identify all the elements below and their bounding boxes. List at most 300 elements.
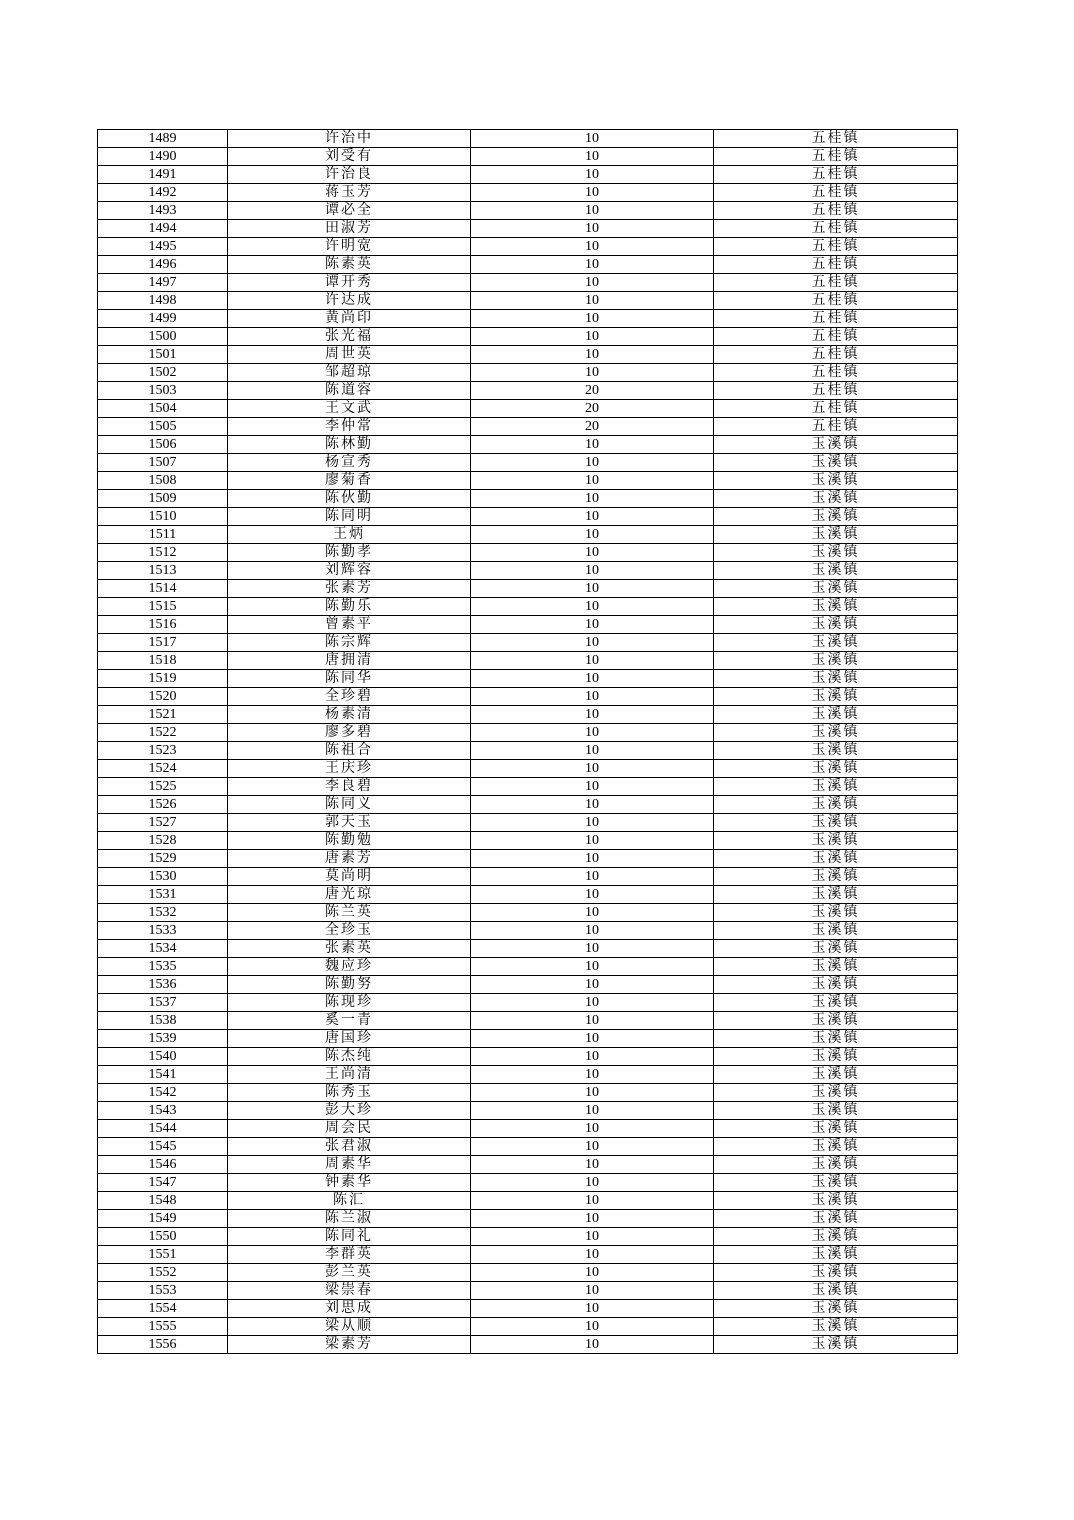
row-number-cell: 1548 bbox=[98, 1192, 228, 1210]
amount-cell: 10 bbox=[471, 652, 714, 670]
amount-cell: 10 bbox=[471, 976, 714, 994]
amount-cell: 10 bbox=[471, 292, 714, 310]
name-cell: 钟素华 bbox=[228, 1174, 471, 1192]
amount-cell: 10 bbox=[471, 688, 714, 706]
row-number-cell: 1496 bbox=[98, 256, 228, 274]
town-cell: 玉溪镇 bbox=[714, 1336, 958, 1354]
row-number-cell: 1514 bbox=[98, 580, 228, 598]
amount-cell: 10 bbox=[471, 1138, 714, 1156]
table-row bbox=[98, 724, 958, 742]
town-cell: 玉溪镇 bbox=[714, 1066, 958, 1084]
name-cell: 陈伙勤 bbox=[228, 490, 471, 508]
amount-cell: 10 bbox=[471, 130, 714, 148]
name-cell: 唐国珍 bbox=[228, 1030, 471, 1048]
town-cell: 玉溪镇 bbox=[714, 814, 958, 832]
name-cell: 郭天玉 bbox=[228, 814, 471, 832]
amount-cell: 10 bbox=[471, 1246, 714, 1264]
table-row bbox=[98, 760, 958, 778]
name-cell: 梁崇春 bbox=[228, 1282, 471, 1300]
row-number-cell: 1492 bbox=[98, 184, 228, 202]
row-number-cell: 1491 bbox=[98, 166, 228, 184]
table-row bbox=[98, 1084, 958, 1102]
amount-cell: 10 bbox=[471, 328, 714, 346]
row-number-cell: 1549 bbox=[98, 1210, 228, 1228]
name-cell: 邹超琼 bbox=[228, 364, 471, 382]
name-cell: 李良碧 bbox=[228, 778, 471, 796]
table-row bbox=[98, 1228, 958, 1246]
town-cell: 玉溪镇 bbox=[714, 1030, 958, 1048]
amount-cell: 10 bbox=[471, 1228, 714, 1246]
amount-cell: 10 bbox=[471, 1012, 714, 1030]
table-row bbox=[98, 292, 958, 310]
amount-cell: 10 bbox=[471, 1264, 714, 1282]
table-row bbox=[98, 436, 958, 454]
town-cell: 玉溪镇 bbox=[714, 796, 958, 814]
name-cell: 田淑芳 bbox=[228, 220, 471, 238]
name-cell: 王文武 bbox=[228, 400, 471, 418]
town-cell: 玉溪镇 bbox=[714, 1120, 958, 1138]
name-cell: 廖菊香 bbox=[228, 472, 471, 490]
name-cell: 陈杰纯 bbox=[228, 1048, 471, 1066]
row-number-cell: 1512 bbox=[98, 544, 228, 562]
row-number-cell: 1517 bbox=[98, 634, 228, 652]
table-row bbox=[98, 778, 958, 796]
table-row bbox=[98, 1264, 958, 1282]
row-number-cell: 1493 bbox=[98, 202, 228, 220]
amount-cell: 10 bbox=[471, 616, 714, 634]
name-cell: 陈宗辉 bbox=[228, 634, 471, 652]
table-row bbox=[98, 184, 958, 202]
amount-cell: 10 bbox=[471, 868, 714, 886]
row-number-cell: 1505 bbox=[98, 418, 228, 436]
town-cell: 五桂镇 bbox=[714, 148, 958, 166]
table-row bbox=[98, 562, 958, 580]
amount-cell: 10 bbox=[471, 796, 714, 814]
amount-cell: 10 bbox=[471, 832, 714, 850]
table-row bbox=[98, 220, 958, 238]
name-cell: 莫尚明 bbox=[228, 868, 471, 886]
name-cell: 王炳 bbox=[228, 526, 471, 544]
table-row bbox=[98, 1138, 958, 1156]
amount-cell: 10 bbox=[471, 526, 714, 544]
town-cell: 玉溪镇 bbox=[714, 490, 958, 508]
name-cell: 陈同义 bbox=[228, 796, 471, 814]
table-row bbox=[98, 1102, 958, 1120]
town-cell: 玉溪镇 bbox=[714, 1318, 958, 1336]
name-cell: 梁从顺 bbox=[228, 1318, 471, 1336]
name-cell: 刘思成 bbox=[228, 1300, 471, 1318]
table-row bbox=[98, 238, 958, 256]
name-cell: 许治中 bbox=[228, 130, 471, 148]
town-cell: 五桂镇 bbox=[714, 418, 958, 436]
table-row bbox=[98, 148, 958, 166]
town-cell: 玉溪镇 bbox=[714, 1210, 958, 1228]
town-cell: 玉溪镇 bbox=[714, 742, 958, 760]
row-number-cell: 1490 bbox=[98, 148, 228, 166]
row-number-cell: 1528 bbox=[98, 832, 228, 850]
town-cell: 玉溪镇 bbox=[714, 1282, 958, 1300]
amount-cell: 10 bbox=[471, 1210, 714, 1228]
town-cell: 玉溪镇 bbox=[714, 994, 958, 1012]
name-cell: 陈同华 bbox=[228, 670, 471, 688]
row-number-cell: 1498 bbox=[98, 292, 228, 310]
row-number-cell: 1550 bbox=[98, 1228, 228, 1246]
town-cell: 玉溪镇 bbox=[714, 1084, 958, 1102]
row-number-cell: 1508 bbox=[98, 472, 228, 490]
table-row bbox=[98, 688, 958, 706]
name-cell: 彭大珍 bbox=[228, 1102, 471, 1120]
town-cell: 玉溪镇 bbox=[714, 778, 958, 796]
amount-cell: 10 bbox=[471, 166, 714, 184]
amount-cell: 10 bbox=[471, 1030, 714, 1048]
table-row bbox=[98, 670, 958, 688]
town-cell: 玉溪镇 bbox=[714, 1048, 958, 1066]
amount-cell: 10 bbox=[471, 346, 714, 364]
name-cell: 许达成 bbox=[228, 292, 471, 310]
town-cell: 五桂镇 bbox=[714, 346, 958, 364]
row-number-cell: 1556 bbox=[98, 1336, 228, 1354]
table-row bbox=[98, 328, 958, 346]
row-number-cell: 1554 bbox=[98, 1300, 228, 1318]
table-row bbox=[98, 958, 958, 976]
name-cell: 陈素英 bbox=[228, 256, 471, 274]
name-cell: 刘辉容 bbox=[228, 562, 471, 580]
table-row bbox=[98, 418, 958, 436]
table-row bbox=[98, 1336, 958, 1354]
town-cell: 玉溪镇 bbox=[714, 436, 958, 454]
amount-cell: 10 bbox=[471, 634, 714, 652]
row-number-cell: 1546 bbox=[98, 1156, 228, 1174]
table-row bbox=[98, 634, 958, 652]
amount-cell: 10 bbox=[471, 994, 714, 1012]
town-cell: 玉溪镇 bbox=[714, 1012, 958, 1030]
table-row bbox=[98, 814, 958, 832]
table-row bbox=[98, 1066, 958, 1084]
amount-cell: 10 bbox=[471, 598, 714, 616]
name-cell: 奚一青 bbox=[228, 1012, 471, 1030]
town-cell: 玉溪镇 bbox=[714, 1192, 958, 1210]
town-cell: 玉溪镇 bbox=[714, 652, 958, 670]
table-row bbox=[98, 742, 958, 760]
town-cell: 玉溪镇 bbox=[714, 562, 958, 580]
row-number-cell: 1530 bbox=[98, 868, 228, 886]
town-cell: 五桂镇 bbox=[714, 238, 958, 256]
town-cell: 五桂镇 bbox=[714, 202, 958, 220]
name-cell: 陈林勤 bbox=[228, 436, 471, 454]
table-row bbox=[98, 652, 958, 670]
town-cell: 玉溪镇 bbox=[714, 1246, 958, 1264]
row-number-cell: 1499 bbox=[98, 310, 228, 328]
name-cell: 陈汇 bbox=[228, 1192, 471, 1210]
row-number-cell: 1501 bbox=[98, 346, 228, 364]
row-number-cell: 1545 bbox=[98, 1138, 228, 1156]
table-row bbox=[98, 706, 958, 724]
row-number-cell: 1541 bbox=[98, 1066, 228, 1084]
name-cell: 黄尚印 bbox=[228, 310, 471, 328]
name-cell: 魏应珍 bbox=[228, 958, 471, 976]
amount-cell: 10 bbox=[471, 958, 714, 976]
name-cell: 陈兰淑 bbox=[228, 1210, 471, 1228]
town-cell: 玉溪镇 bbox=[714, 598, 958, 616]
town-cell: 五桂镇 bbox=[714, 256, 958, 274]
town-cell: 五桂镇 bbox=[714, 184, 958, 202]
table-row bbox=[98, 382, 958, 400]
amount-cell: 10 bbox=[471, 544, 714, 562]
town-cell: 五桂镇 bbox=[714, 310, 958, 328]
town-cell: 玉溪镇 bbox=[714, 706, 958, 724]
table-row bbox=[98, 256, 958, 274]
name-cell: 刘受有 bbox=[228, 148, 471, 166]
table-row bbox=[98, 850, 958, 868]
row-number-cell: 1529 bbox=[98, 850, 228, 868]
amount-cell: 10 bbox=[471, 922, 714, 940]
name-cell: 周世英 bbox=[228, 346, 471, 364]
name-cell: 张素芳 bbox=[228, 580, 471, 598]
town-cell: 玉溪镇 bbox=[714, 1174, 958, 1192]
town-cell: 玉溪镇 bbox=[714, 1264, 958, 1282]
name-cell: 曾素平 bbox=[228, 616, 471, 634]
town-cell: 玉溪镇 bbox=[714, 1228, 958, 1246]
amount-cell: 20 bbox=[471, 382, 714, 400]
name-cell: 廖多碧 bbox=[228, 724, 471, 742]
table-row bbox=[98, 130, 958, 148]
name-cell: 蒋玉芳 bbox=[228, 184, 471, 202]
name-cell: 陈勤孝 bbox=[228, 544, 471, 562]
row-number-cell: 1527 bbox=[98, 814, 228, 832]
town-cell: 玉溪镇 bbox=[714, 1138, 958, 1156]
amount-cell: 10 bbox=[471, 814, 714, 832]
table-body bbox=[98, 130, 958, 1354]
row-number-cell: 1553 bbox=[98, 1282, 228, 1300]
amount-cell: 10 bbox=[471, 706, 714, 724]
table-row bbox=[98, 274, 958, 292]
name-cell: 张光福 bbox=[228, 328, 471, 346]
table-row bbox=[98, 1318, 958, 1336]
row-number-cell: 1502 bbox=[98, 364, 228, 382]
name-cell: 陈勤乐 bbox=[228, 598, 471, 616]
amount-cell: 10 bbox=[471, 1174, 714, 1192]
row-number-cell: 1497 bbox=[98, 274, 228, 292]
name-cell: 陈兰英 bbox=[228, 904, 471, 922]
name-cell: 许治良 bbox=[228, 166, 471, 184]
row-number-cell: 1533 bbox=[98, 922, 228, 940]
amount-cell: 10 bbox=[471, 238, 714, 256]
name-cell: 周素华 bbox=[228, 1156, 471, 1174]
amount-cell: 10 bbox=[471, 1048, 714, 1066]
town-cell: 玉溪镇 bbox=[714, 688, 958, 706]
name-cell: 陈祖合 bbox=[228, 742, 471, 760]
name-cell: 陈同明 bbox=[228, 508, 471, 526]
table-row bbox=[98, 1246, 958, 1264]
amount-cell: 10 bbox=[471, 148, 714, 166]
row-number-cell: 1535 bbox=[98, 958, 228, 976]
amount-cell: 10 bbox=[471, 1192, 714, 1210]
table-row bbox=[98, 832, 958, 850]
name-cell: 谭必全 bbox=[228, 202, 471, 220]
row-number-cell: 1494 bbox=[98, 220, 228, 238]
table-row bbox=[98, 904, 958, 922]
table-row bbox=[98, 454, 958, 472]
table-row bbox=[98, 1210, 958, 1228]
amount-cell: 10 bbox=[471, 220, 714, 238]
table-row bbox=[98, 1030, 958, 1048]
amount-cell: 10 bbox=[471, 454, 714, 472]
name-cell: 唐光琼 bbox=[228, 886, 471, 904]
name-cell: 谭开秀 bbox=[228, 274, 471, 292]
row-number-cell: 1489 bbox=[98, 130, 228, 148]
amount-cell: 10 bbox=[471, 670, 714, 688]
amount-cell: 20 bbox=[471, 418, 714, 436]
amount-cell: 10 bbox=[471, 742, 714, 760]
town-cell: 玉溪镇 bbox=[714, 958, 958, 976]
town-cell: 五桂镇 bbox=[714, 274, 958, 292]
name-cell: 杨宣秀 bbox=[228, 454, 471, 472]
amount-cell: 10 bbox=[471, 508, 714, 526]
row-number-cell: 1507 bbox=[98, 454, 228, 472]
amount-cell: 10 bbox=[471, 256, 714, 274]
town-cell: 五桂镇 bbox=[714, 382, 958, 400]
town-cell: 玉溪镇 bbox=[714, 544, 958, 562]
row-number-cell: 1520 bbox=[98, 688, 228, 706]
town-cell: 玉溪镇 bbox=[714, 580, 958, 598]
town-cell: 五桂镇 bbox=[714, 166, 958, 184]
row-number-cell: 1522 bbox=[98, 724, 228, 742]
table-row bbox=[98, 796, 958, 814]
town-cell: 五桂镇 bbox=[714, 364, 958, 382]
amount-cell: 10 bbox=[471, 850, 714, 868]
amount-cell: 10 bbox=[471, 940, 714, 958]
row-number-cell: 1540 bbox=[98, 1048, 228, 1066]
amount-cell: 10 bbox=[471, 472, 714, 490]
table-row bbox=[98, 346, 958, 364]
table-row bbox=[98, 1156, 958, 1174]
name-cell: 王尚清 bbox=[228, 1066, 471, 1084]
amount-cell: 10 bbox=[471, 778, 714, 796]
row-number-cell: 1538 bbox=[98, 1012, 228, 1030]
town-cell: 玉溪镇 bbox=[714, 922, 958, 940]
table-row bbox=[98, 1282, 958, 1300]
table-row bbox=[98, 1300, 958, 1318]
row-number-cell: 1547 bbox=[98, 1174, 228, 1192]
table-row bbox=[98, 598, 958, 616]
amount-cell: 10 bbox=[471, 1066, 714, 1084]
name-cell: 陈勤努 bbox=[228, 976, 471, 994]
town-cell: 玉溪镇 bbox=[714, 472, 958, 490]
table-row bbox=[98, 400, 958, 418]
town-cell: 玉溪镇 bbox=[714, 976, 958, 994]
row-number-cell: 1504 bbox=[98, 400, 228, 418]
data-table bbox=[97, 129, 958, 1354]
table-row bbox=[98, 364, 958, 382]
row-number-cell: 1524 bbox=[98, 760, 228, 778]
amount-cell: 10 bbox=[471, 580, 714, 598]
town-cell: 玉溪镇 bbox=[714, 454, 958, 472]
row-number-cell: 1526 bbox=[98, 796, 228, 814]
town-cell: 玉溪镇 bbox=[714, 832, 958, 850]
name-cell: 全珍碧 bbox=[228, 688, 471, 706]
amount-cell: 10 bbox=[471, 1300, 714, 1318]
row-number-cell: 1516 bbox=[98, 616, 228, 634]
amount-cell: 10 bbox=[471, 1336, 714, 1354]
name-cell: 唐素芳 bbox=[228, 850, 471, 868]
row-number-cell: 1513 bbox=[98, 562, 228, 580]
name-cell: 许明宽 bbox=[228, 238, 471, 256]
amount-cell: 20 bbox=[471, 400, 714, 418]
amount-cell: 10 bbox=[471, 310, 714, 328]
amount-cell: 10 bbox=[471, 490, 714, 508]
row-number-cell: 1536 bbox=[98, 976, 228, 994]
town-cell: 玉溪镇 bbox=[714, 616, 958, 634]
amount-cell: 10 bbox=[471, 1156, 714, 1174]
town-cell: 玉溪镇 bbox=[714, 940, 958, 958]
town-cell: 玉溪镇 bbox=[714, 868, 958, 886]
town-cell: 玉溪镇 bbox=[714, 634, 958, 652]
row-number-cell: 1551 bbox=[98, 1246, 228, 1264]
town-cell: 五桂镇 bbox=[714, 400, 958, 418]
table-row bbox=[98, 508, 958, 526]
row-number-cell: 1542 bbox=[98, 1084, 228, 1102]
table-row bbox=[98, 544, 958, 562]
town-cell: 玉溪镇 bbox=[714, 526, 958, 544]
amount-cell: 10 bbox=[471, 760, 714, 778]
amount-cell: 10 bbox=[471, 904, 714, 922]
town-cell: 五桂镇 bbox=[714, 130, 958, 148]
table-row bbox=[98, 940, 958, 958]
name-cell: 全珍玉 bbox=[228, 922, 471, 940]
name-cell: 唐拥清 bbox=[228, 652, 471, 670]
row-number-cell: 1523 bbox=[98, 742, 228, 760]
town-cell: 五桂镇 bbox=[714, 292, 958, 310]
table-row bbox=[98, 868, 958, 886]
name-cell: 张君淑 bbox=[228, 1138, 471, 1156]
row-number-cell: 1506 bbox=[98, 436, 228, 454]
amount-cell: 10 bbox=[471, 886, 714, 904]
amount-cell: 10 bbox=[471, 1102, 714, 1120]
table-row bbox=[98, 616, 958, 634]
table-row bbox=[98, 1192, 958, 1210]
row-number-cell: 1515 bbox=[98, 598, 228, 616]
table-row bbox=[98, 1174, 958, 1192]
town-cell: 玉溪镇 bbox=[714, 760, 958, 778]
name-cell: 王庆珍 bbox=[228, 760, 471, 778]
amount-cell: 10 bbox=[471, 184, 714, 202]
table-row bbox=[98, 526, 958, 544]
name-cell: 陈勤勉 bbox=[228, 832, 471, 850]
table-row bbox=[98, 1012, 958, 1030]
table-row bbox=[98, 922, 958, 940]
town-cell: 五桂镇 bbox=[714, 328, 958, 346]
row-number-cell: 1555 bbox=[98, 1318, 228, 1336]
amount-cell: 10 bbox=[471, 724, 714, 742]
town-cell: 玉溪镇 bbox=[714, 886, 958, 904]
table-row bbox=[98, 1120, 958, 1138]
row-number-cell: 1539 bbox=[98, 1030, 228, 1048]
table-row bbox=[98, 310, 958, 328]
table-row bbox=[98, 886, 958, 904]
town-cell: 玉溪镇 bbox=[714, 724, 958, 742]
town-cell: 玉溪镇 bbox=[714, 850, 958, 868]
amount-cell: 10 bbox=[471, 1120, 714, 1138]
amount-cell: 10 bbox=[471, 562, 714, 580]
town-cell: 玉溪镇 bbox=[714, 1300, 958, 1318]
table-row bbox=[98, 994, 958, 1012]
town-cell: 玉溪镇 bbox=[714, 1156, 958, 1174]
name-cell: 陈同礼 bbox=[228, 1228, 471, 1246]
table-row bbox=[98, 202, 958, 220]
town-cell: 玉溪镇 bbox=[714, 508, 958, 526]
name-cell: 陈现珍 bbox=[228, 994, 471, 1012]
amount-cell: 10 bbox=[471, 1282, 714, 1300]
